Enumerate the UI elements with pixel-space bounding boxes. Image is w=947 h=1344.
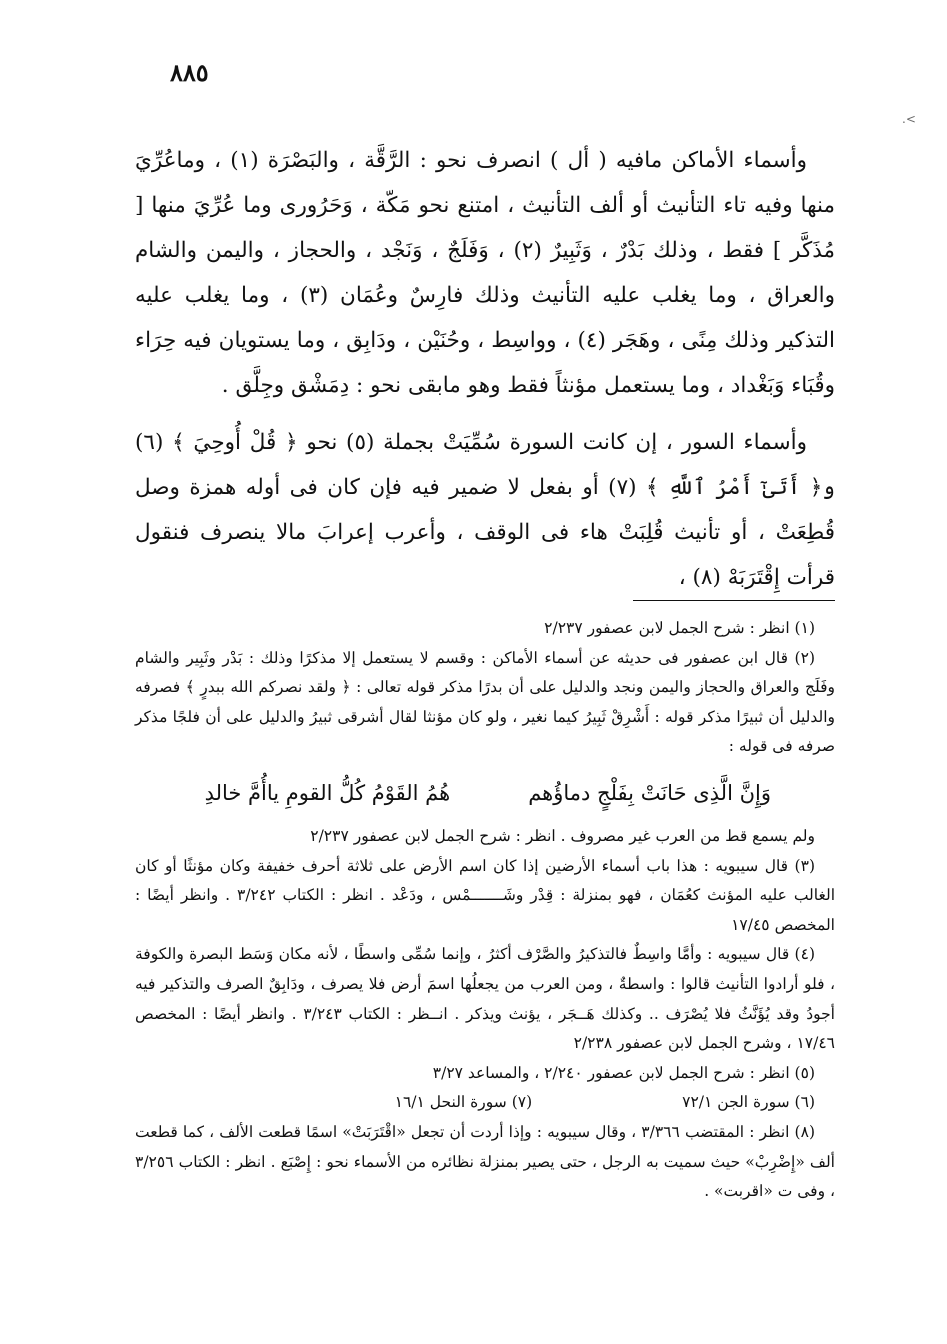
footnotes-section [135,614,835,1207]
footnote-6: (٦) سورة الجن ٧٢/١ [682,1093,815,1112]
footnote-2: (٢) قال ابن عصفور فى حديثه عن أسماء الأماكن : وقسم لا يستعمل إلا مذكرًا وذلك : بَدْر وثَبِير والشام وفَلَج والعراق والحجاز واليمن ونجد والدليل على أن بدرًا مذكر قوله تعالى : ﴿ ولقد نصركم الله ببدرٍ ﴾ فصرفه والدليل أن ثبيرًا مذكر قوله : أَشْرِقْ ثَبِيرُ كيما نغير ، ولو كان مؤنثا لقال أشرقى ثبيرُ والدليل على أن فلجًا مذكر صرفه فى قوله : [135,648,835,756]
margin-mark: >. [902,112,916,126]
footnote-3: (٣) قال سيبويه : هذا باب أسماء الأرضين إذا كان اسم الأرض على ثلاثة أحرف خفيفة وكان مؤنثًا أو كان الغالب عليه المؤنث كعُمَان ، فهو بمنزلة : قِدْر وشَـــــــمْس ، ودَعْد . انظر : الكتاب ٣/٢٤٢ . وانظر أيضًا : المخصص ١٧/٤٥ [135,856,835,934]
verse-second-hemistich: هُمُ القَوْمُ كُلُّ القومِ ياأُمَّ خالدِ [204,780,451,805]
footnote-1: (١) انظر : شرح الجمل لابن عصفور ٢/٢٣٧ [544,619,815,637]
main-body-text [135,138,835,612]
footnote-8: (٨) انظر : المقتضب ٣/٣٦٦ ، وقال سيبويه : وإذا أردت أن تجعل «اقْتَرَبَتْ» اسمًا قطعت الألف ، كما قطعت ألف «إِضْرِبْ» حيث سميت به الرجل ، حتى يصير بمنزلة نظائره من الأسماء نحو : إِصْبَع . انظر : الكتاب ٣/٢٥٦ ، وفى ت «اقربت» . [135,1122,835,1201]
footnote-2-continuation: ولم يسمع قط من العرب غير مصروف . انظر : شرح الجمل لابن عصفور ٢/٢٣٧ [310,826,815,845]
page-number: ٨٨٥ [170,58,209,87]
footnote-5: (٥) انظر : شرح الجمل لابن عصفور ٢/٢٤٠ ، والمساعد ٣/٢٧ [432,1063,815,1082]
footnote-pair-6-7 [135,1088,835,1118]
footnote-7: (٧) سورة النحل ١٦/١ [394,1093,533,1112]
paragraph-surah-names: وأسماء السور ، إن كانت السورة سُمِّيَتْ بجملة (٥) نحو ﴿ قُلْ أُوحِيَ ﴾ (٦) و﴿ أَتَىٰٓ أَمْرُ ٱللَّهِ ﴾ (٧) أو بفعل لا ضمير فيه فإن كان فى أوله همزة وصل قُطِعَتْ ، أو تأنيث قُلِبَتْ هاء فى الوقف ، وأعرب إعرابَ مالا ينصرف فنقول قرأت إِقْتَرَبَهْ (٨) ، [135,430,835,590]
footnote-4: (٤) قال سيبويه : وأمَّا واسِطٌ فالتذكيرُ والصَّرْف أكثرُ ، وإنما سُمِّى واسطًا ، لأنه مكان وَسَط البصرة والكوفة ، فلو أرادوا التأنيث قالوا : واسطةٌ ، ومن العرب من يجعلُها اسمَ أرض فلا يصرف ، ودَابِقٌ الصرف والتذكير فيه أجودُ وقد يُؤَنَّثُ فلا يُصْرَف .. وكذلك هَــجَر ، يؤنث ويذكر . انــظر : الكتاب ٣/٢٤٣ . وانظر أيضًا : المخصص ١٧/٤٦ ، وشرح الجمل لابن عصفور ٢/٢٣٨ [135,945,835,1053]
poetry-verse [135,768,835,818]
footnote-divider [633,600,835,601]
paragraph-place-names: وأسماء الأماكن مافيه ( أل ) انصرف نحو : الرَّقَّة ، والبَصْرَة (١) ، وماعُرِّيَ منها وفيه تاء التأنيث أو ألف التأنيث ، امتنع نحو مَكّة ، وَحَرُورى وما عُرِّيَ منها [ مُذَكَّر ] فقط ، وذلك بَدْرٌ ، وَثَبِيرٌ (٢) ، وَفَلَجٌ ، وَنَجْد ، والحجاز ، واليمن والشام والعراق ، وما يغلب عليه التأنيث وذلك فارِسٌ وعُمَان (٣) ، وما يغلب عليه التذكير وذلك مِنًى ، وهَجَر (٤) ، وواسِط ، وحُنَيْن ، ودَابِق ، وما يستويان فيه حِرَاء وقُبَاء وَبَغْداد ، وما يستعمل مؤنثاً فقط وهو مابقى نحو : دِمَشْق وجِلَّق . [135,148,835,398]
verse-first-hemistich: وَإِنَّ الَّذِى حَانَتْ بِفَلْجٍ دماؤُهم [528,780,771,805]
